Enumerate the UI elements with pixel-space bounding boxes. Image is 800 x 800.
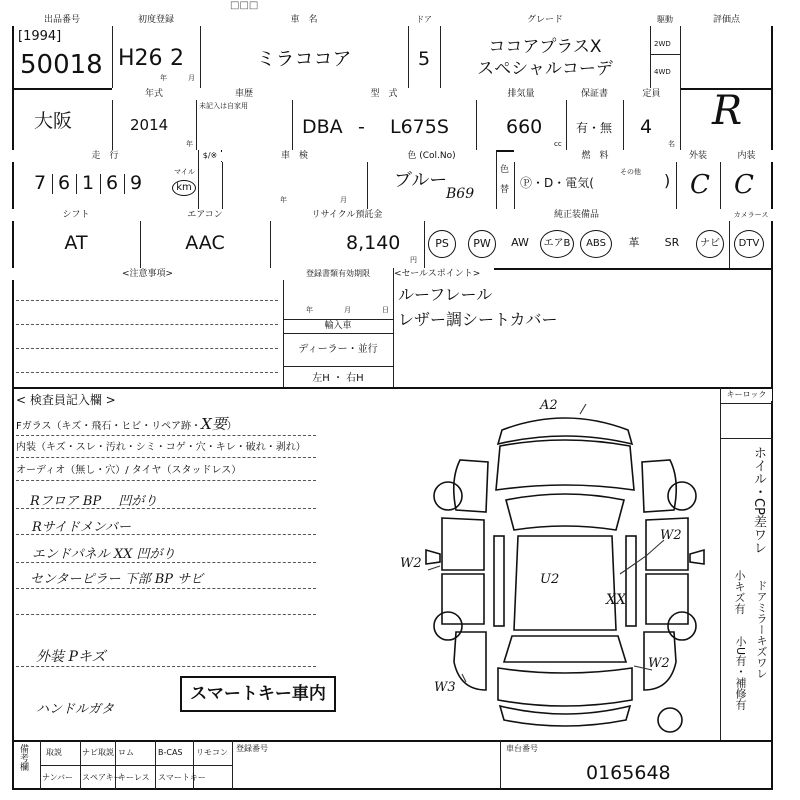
displacement: 660 — [506, 116, 543, 138]
header-sales-point: <セールスポイント> — [394, 268, 494, 280]
color-name: ブルー — [394, 170, 448, 191]
mark-right-rear: W2 — [648, 656, 670, 671]
header-aircon: エアコン — [140, 209, 270, 221]
remarks-label: 備考欄 — [18, 744, 28, 771]
bottom-spare-key: スペアキー — [82, 773, 122, 782]
sales-point-1: ルーフレール — [398, 285, 493, 304]
drive-2wd: 2WD — [654, 40, 671, 48]
inspector-glass — [16, 417, 237, 434]
header-color: 色 (Col.No) — [367, 150, 496, 162]
inspector-interior: 内装（キズ・スレ・汚れ・シミ・コゲ・穴・キレ・破れ・剥れ） — [16, 442, 306, 453]
header-capacity: 定員 — [623, 88, 680, 100]
fuel-close: ) — [664, 171, 671, 190]
header-interior: 内装 — [720, 150, 773, 162]
equipment-dtv: DTV — [734, 230, 764, 258]
header-camera: カメラース — [729, 209, 773, 221]
header-model-type: 型 式 — [292, 88, 476, 100]
first-reg-era: H26 — [118, 46, 163, 71]
exterior-grade: C — [690, 170, 710, 200]
side-note-2: 小キズ有 — [733, 570, 746, 614]
bottom-remocon: リモコン — [196, 748, 228, 757]
header-score: 評価点 — [680, 14, 773, 26]
warranty: 有・無 — [576, 121, 613, 135]
shift: AT — [64, 232, 88, 254]
header-model-year: 年式 — [112, 88, 196, 100]
label-gae: 替 — [500, 185, 510, 195]
header-import-car: 輸入車 — [284, 320, 392, 332]
steering: 左H ・ 右H — [312, 373, 364, 384]
drive-4wd: 4WD — [654, 68, 671, 76]
header-fuel: 燃 料 — [514, 150, 676, 162]
label-tsuki: 月 — [188, 74, 195, 82]
label-nen-2: 年 — [186, 140, 193, 148]
equipment-leather: 革 — [628, 236, 640, 249]
first-reg-month: 2 — [170, 46, 184, 71]
mileage-digit: 9 — [130, 172, 143, 194]
header-car-history: 車歴 — [196, 88, 292, 100]
inspector-note-2: Rサイドメンバー — [32, 520, 131, 535]
aircon: AAC — [185, 232, 225, 254]
header-exterior: 外装 — [676, 150, 720, 162]
inspector-note-1: Rフロア BP 凹がり — [30, 494, 158, 509]
header-warranty: 保証書 — [566, 88, 623, 100]
equipment-airbag: エアB — [540, 230, 574, 258]
equipment-pw: PW — [468, 230, 496, 258]
equipment-ps: PS — [428, 230, 456, 258]
lot-number: 50018 — [20, 50, 103, 80]
header-key-lock: キーロック — [721, 389, 772, 401]
label-tsuki-3: 月 — [344, 306, 351, 314]
mark-left-rear: W3 — [434, 680, 456, 695]
color-code: B69 — [446, 186, 475, 202]
header-inspector: < 検査員記入欄 > — [16, 393, 116, 407]
label-cc: cc — [554, 140, 562, 148]
model-code: L675S — [390, 116, 449, 138]
model-dash: - — [358, 116, 365, 138]
car-damage-diagram — [420, 400, 710, 740]
label-hi: 日 — [382, 306, 389, 314]
inspector-audio: オーディオ（無し・穴）/ タイヤ（スタッドレス） — [16, 465, 242, 476]
inspector-note-3: エンドパネル XX 凹がり — [32, 547, 176, 562]
label-iro: 色 — [500, 165, 510, 175]
label-tsuki-2: 月 — [340, 196, 347, 204]
label-nen-4: 年 — [306, 306, 313, 314]
equipment-navi: ナビ — [696, 230, 724, 258]
sales-point-2: レザー調シートカバー — [398, 310, 558, 329]
header-drive: 駆動 — [650, 14, 680, 26]
header-dollar: $/※ — [199, 150, 221, 162]
bottom-keyless: キーレス — [118, 773, 150, 782]
inspector-glass-mark: X要 — [201, 415, 227, 433]
inspector-glass-close: ） — [226, 421, 237, 432]
model-prefix: DBA — [302, 116, 343, 138]
label-sonota: その他 — [620, 168, 641, 176]
bottom-navi-torisetsu: ナビ取説 — [82, 748, 114, 757]
mark-right-top: W2 — [660, 528, 682, 543]
inspector-note-5: 外装 Pキズ — [36, 649, 106, 665]
header-mileage: 走 行 — [12, 150, 198, 162]
mark-right-mid: XX — [606, 592, 626, 608]
header-first-reg: 初度登録 — [112, 14, 200, 26]
car-name: ミラココア — [256, 48, 352, 70]
model-year: 2014 — [130, 116, 169, 134]
mileage-digit: 6 — [106, 172, 119, 194]
bottom-smart-key: スマートキー — [158, 773, 206, 782]
header-chassis-no: 車台番号 — [506, 744, 538, 753]
equipment-aw: AW — [511, 236, 529, 249]
bottom-number: ナンバー — [42, 773, 74, 782]
bottom-rom: ロム — [118, 748, 134, 757]
inspector-note-4: センターピラー 下部 BP サビ — [30, 572, 204, 587]
header-grade: グレード — [440, 14, 650, 26]
mileage-digits — [30, 166, 170, 202]
side-note-4: 小U有・補修有 — [734, 636, 747, 711]
side-note-1: ホイル・CP差ワレ — [751, 446, 766, 554]
import-dealer: ディーラー・並行 — [298, 344, 378, 355]
capacity: 4 — [640, 116, 653, 138]
label-mile: マイル — [174, 168, 195, 176]
chassis-number: 0165648 — [586, 762, 671, 784]
grade-line1: ココアプラスX — [488, 37, 602, 57]
bottom-bcas: B-CAS — [158, 748, 183, 757]
mileage-digit: 7 — [34, 172, 47, 194]
mark-left-mid: W2 — [400, 556, 422, 571]
recycle-unit: 円 — [410, 256, 417, 264]
grade-line2: スペシャルコーデ — [477, 59, 613, 79]
equipment-abs: ABS — [580, 230, 612, 258]
header-lot-no: 出品番号 — [12, 14, 112, 26]
header-shift: シフト — [12, 209, 140, 221]
doors: 5 — [417, 48, 431, 70]
km-unit: km — [172, 180, 196, 196]
bottom-torisetsu: 取説 — [46, 748, 62, 757]
header-recycle: リサイクル預託金 — [270, 209, 424, 221]
label-mei: 名 — [668, 140, 675, 148]
fuel: Ⓟ・D・電気( — [520, 176, 594, 190]
inspector-glass-text: Fガラス（キズ・飛石・ヒビ・リペア跡・ — [16, 421, 202, 432]
mark-center: U2 — [540, 572, 560, 587]
header-inspection: 車 検 — [222, 150, 367, 162]
smart-key-stamp: スマートキー車内 — [180, 676, 336, 712]
header-displacement: 排気量 — [476, 88, 566, 100]
lot-year: [1994] — [18, 29, 62, 44]
header-equipment: 純正装備品 — [424, 209, 729, 221]
interior-grade: C — [734, 170, 754, 200]
label-nonji: 未記入は自家用 — [199, 102, 248, 110]
label-nen-3: 年 — [280, 196, 287, 204]
header-reg-no: 登録番号 — [236, 744, 268, 753]
header-doc-deadline: 登録書類有効期限 — [283, 268, 393, 280]
side-note-3: ドアミラーキズワレ — [755, 580, 768, 679]
header-caution: <注意事項> — [12, 268, 283, 280]
inspector-note-6: ハンドルガタ — [36, 702, 115, 717]
header-doors: ドア — [408, 14, 440, 26]
mark-front: A2 — [540, 398, 558, 413]
mileage-digit: 6 — [58, 172, 71, 194]
recycle-fee: 8,140 — [346, 232, 401, 254]
top-stamp: □□□ — [230, 0, 259, 11]
equipment-sunroof: SR — [664, 236, 680, 249]
header-car-name: 車 名 — [200, 14, 408, 26]
label-nen: 年 — [160, 74, 167, 82]
score-value: R — [712, 88, 743, 134]
mileage-digit: 1 — [82, 172, 95, 194]
region: 大阪 — [34, 110, 73, 132]
